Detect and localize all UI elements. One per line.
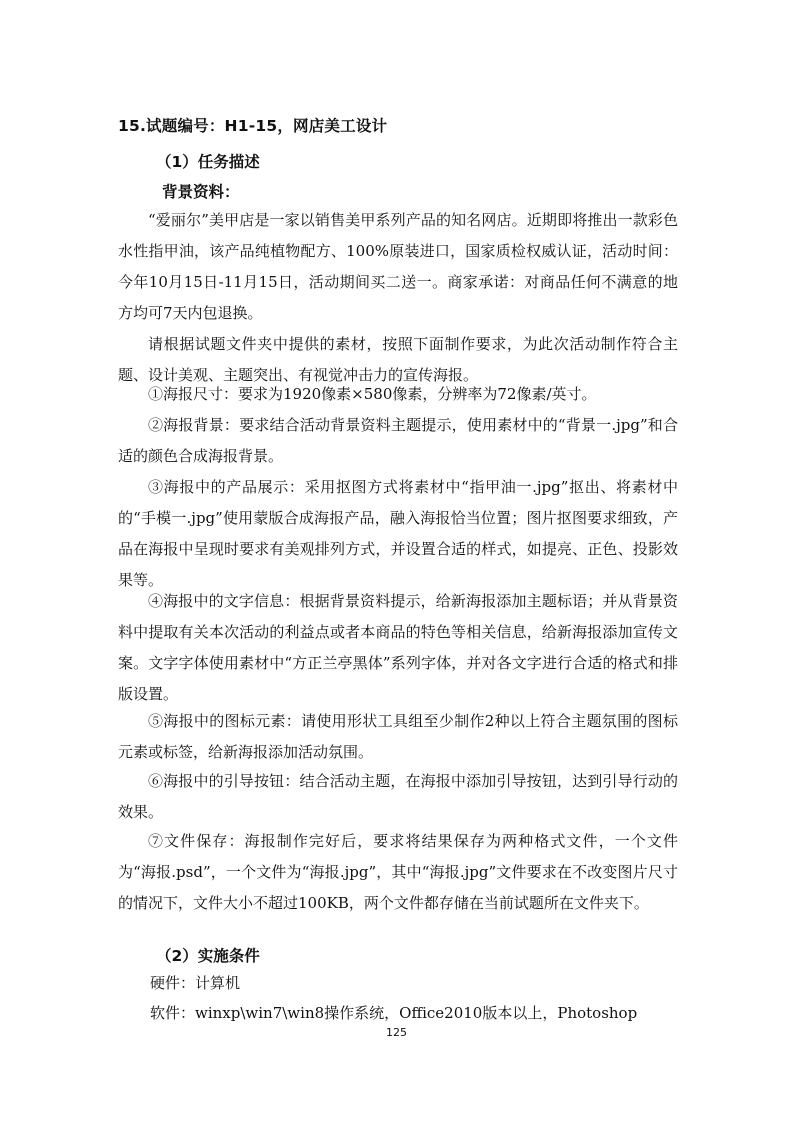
paragraph-text-info: ④海报中的文字信息：根据背景资料提示，给新海报添加主题标语；并从背景资料中提取有关本次活动的利益点或者本商品的特色等相关信息，给新海报添加宣传文案。文字字体使用素材中“方正兰亭黑体”系列字体，并对各文字进行合适的格式和排版设置。 [118, 592, 678, 703]
paragraph-button: ⑥海报中的引导按钮：结合活动主题，在海报中添加引导按钮，达到引导行动的效果。 [118, 772, 678, 821]
question-title: 15.试题编号：H1-15，网店美工设计 [118, 117, 388, 135]
paragraph-save: ⑦文件保存：海报制作完好后，要求将结果保存为两种格式文件，一个文件为“海报.psd”，一个文件为“海报.jpg”，其中“海报.jpg”文件要求在不改变图片尺寸的情况下，文件大小不超过100KB，两个文件都存储在当前试题所在文件夹下。 [118, 832, 678, 912]
paragraph-product: ③海报中的产品展示：采用抠图方式将素材中“指甲油一.jpg”抠出、将素材中的“手模一.jpg”使用蒙版合成海报产品，融入海报恰当位置；图片抠图要求细致，产品在海报中呈现时要求有美观排列方式，并设置合适的样式，如提亮、正色、投影效果等。 [118, 478, 678, 589]
background-label: 背景资料： [162, 183, 240, 201]
paragraph-background: “爱丽尔”美甲店是一家以销售美甲系列产品的知名网店。近期即将推出一款彩色水性指甲油，该产品纯植物配方、100%原装进口，国家质检权威认证，活动时间：今年10月15日-11月15日，活动期间买二送一。商家承诺：对商品任何不满意的地方均可7天内包退换。 [118, 211, 678, 322]
paragraph-icons: ⑤海报中的图标元素：请使用形状工具组至少制作2种以上符合主题氛围的图标元素或标签，给新海报添加活动氛围。 [118, 712, 678, 761]
paragraph-background-req: ②海报背景：要求结合活动背景资料主题提示，使用素材中的“背景一.jpg”和合适的颜色合成海报背景。 [118, 416, 678, 465]
hardware-line: 硬件：计算机 [150, 974, 241, 992]
page-number: 125 [386, 1026, 407, 1039]
section-conditions: （2）实施条件 [156, 947, 260, 965]
paragraph-size: ①海报尺寸：要求为1920像素×580像素，分辨率为72像素/英寸。 [148, 385, 597, 403]
paragraph-instructions: 请根据试题文件夹中提供的素材，按照下面制作要求，为此次活动制作符合主题、设计美观、主题突出、有视觉冲击力的宣传海报。 [118, 335, 678, 384]
section-task-description: （1）任务描述 [156, 153, 260, 171]
software-line: 软件：winxp\win7\win8操作系统，Office2010版本以上，Photoshop [150, 1004, 638, 1022]
